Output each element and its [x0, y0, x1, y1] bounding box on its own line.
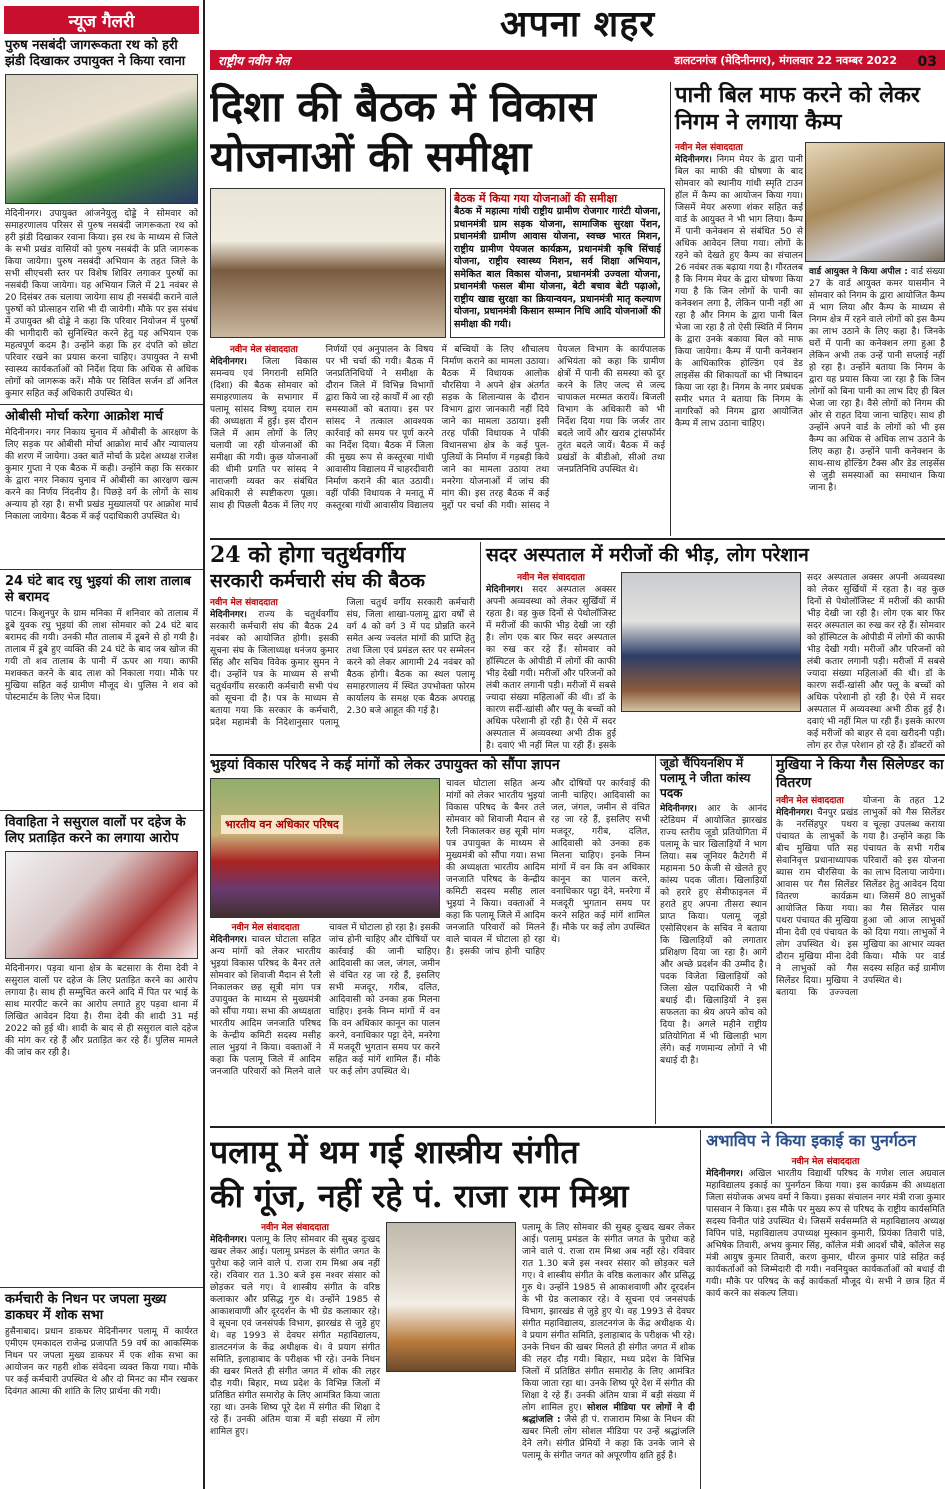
lead-summary-box [450, 188, 665, 338]
sidebar-story-body-found [0, 569, 203, 806]
water-body-text-2: वार्ड संख्या 27 के वार्ड आयुक्त कमर यासमीन ने सोमवार को निगम के द्वारा आयोजित कैम्प में भाग लिया और कैम्प के माध्यम से निगम क्षेत्र में रहने वाले लोगों को इस कैम्प का लाभ उठाने के लिए कहा है। जिनके घरों में पानी का कनेक्शन लगा हुआ है लेकिन अभी तक उन्हें पानी सप्लाई नहीं हो रहा है। उन्होंने बताया कि निगम के द्वारा यह प्रयास किया जा रहा है कि जिन लोगों को बिना पानी का लाभ दिए ही बिल भेजा जा रहा है। वैसे लोगों को निगम की ओर से राहत दिया जाना चाहिए। साथ ही उन्होंने अपने वार्ड के लोगों को भी इस कैम्प का अधिक से अधिक लाभ उठाने के लिए कहा है। उन्होंने पानी कनेक्शन के साथ-साथ होल्डिंग टैक्स और डेड लाइसेंस से जुड़ी समस्याओं का समाधान किया जाना है। [809, 267, 945, 493]
water-story [670, 82, 945, 536]
tribal-body-text-2: चावल घोटाला सहित अन्य मांगों को लेकर भारतीय भुइयां विकास परिषद के बैनर तले सोमवार को शिवाजी मैदान से रैली निकालकर छह सूत्री मांग पत्र उपायुक्त के माध्यम से मुख्यमंत्री को सौंपा गया। सभा की अध्यक्षता भारतीय आदिम जनजाति परिषद के केन्द्रीय कमिटी सदस्य मसीह लाल भुइयां ने किया। वक्ताओं ने कहा कि पलामू जिले में आदिम जनजाति परिवारों को मिलने वाले चावल में घोटाला हो रहा है। इसकी जांच होनी चाहिए और दोषियों पर कार्रवाई की जानी चाहिए। आदिवासी का जल, जंगल, जमीन से वंचित रह जा रहे हैं, इसलिए सभी मजदूर, गरीब, दलित, आदिवासी को उनका हक मिलना चाहिए। इनके निम्न मांगों में वन कि वन अधिकार कानून का पालन करने, वनाधिकार पट्टा देने, मनरेगा में मजदूरी भुगतान समय पर करने सहित कई मांगें शामिल हैं। मौके पर कई लोग उपस्थित थे। [210, 923, 440, 1077]
dateline: मेदिनीनगर। [210, 935, 247, 945]
byline: नवीन मेल संवाददाता [210, 598, 278, 608]
water-headline: पानी बिल माफ करने को लेकर निगम ने लगाया कैम्प [675, 82, 920, 135]
music-body-text-2: पलामू के लिए सोमवार की सुबह दुःखद खबर लेकर आई। पलामू प्रमंडल के संगीत जगत के पुरोधा कहे जाने वाले पं. राजा राम मिश्रा अब नहीं रहे। रविवार रात 1.30 बजे इस नश्वर संसार को छोड़कर चले गए। वे शास्त्रीय संगीत के वरिष्ठ कलाकार और प्रसिद्ध गुरु थे। उन्होंने 1985 से आकाशवाणी और दूरदर्शन के भी ग्रेड कलाकार रहे। वे सूचना एवं जनसंपर्क विभाग, झारखंड से जुड़े हुए थे। वह 1993 से देवघर संगीत महाविद्यालय, डालटनगंज के केंद्र अधीक्षक थे। वे प्रयाग संगीत समिति, इलाहाबाद के परीक्षक भी रहे। उनके निधन की खबर मिलते ही संगीत जगत में शोक की लहर दौड़ गयी। बिहार, मध्य प्रदेश के विभिन्न जिलों में प्रतिष्ठित संगीत समारोह के लिए आमंत्रित किया जाता रहा था। उनके शिष्य पूरे देश में संगीत की शिक्षा दे रहे हैं। उनकी अंतिम यात्रा में बड़ी संख्या में लोग शामिल हुए। [522, 1223, 695, 1413]
music-headline-1: पलामू में थम गई शास्त्रीय संगीत [210, 1133, 579, 1171]
story-headline: पुरुष नसबंदी जागरूकता रथ को हरी झंडी दिखाकर उपायुक्त ने किया रवाना [5, 38, 186, 69]
issue-dateline: डालटनगंज (मेदिनीनगर), मंगलवार 22 नवम्बर 2022 [674, 53, 897, 67]
music-body-1 [210, 1222, 380, 1487]
union-headline-2: सरकारी कर्मचारी संघ की बैठक [210, 570, 425, 592]
dateline: मेदिनीनगर। [210, 357, 247, 367]
story-body: मेदिनीनगर। नगर निकाय चुनाव में ओबीसी के आरक्षण के लिए सड़क पर ओबीसी मोर्चा आक्रोश मार्च और न्यायालय की शरण में जायेगा। उक्त बातें मोर्चा के प्रदेश अध्यक्ष राजेश कुमार गुप्ता ने एक बैठक में कही। उन्होंने कहा कि सरकार के द्वारा नगर निकाय चुनाव में ओबीसी का आरक्षण खत्म करने का निर्णय निंदनीय है। पिछड़े वर्ग के लोगों के साथ अन्याय हो रहा है। सभी प्रखंड मुख्यालयों पर आक्रोश मार्च निकाला जायेगा। बैठक में कई पदाधिकारी उपस्थित थे। [5, 428, 198, 522]
hospital-body-text: सदर अस्पताल अक्सर अपनी अव्यवस्था को लेकर सुर्खियों में रहता है। वह कुछ दिनों से पेथोलॉजिस्ट में मरीजों की काफी भीड़ देखी जा रही है। लोग एक बार फिर सदर अस्पताल का रुख कर रहे हैं। सोमवार को हॉस्पिटल के ओपीडी में लोगों की काफी भीड़ देखी गयी। मरीजों और परिजनों को लंबी कतार लगानी पड़ी। मरीजों में सबसे ज्यादा संख्या महिलाओं की थी। डॉ के कारण सर्दी-खांसी और फ्लू के बच्चों को अधिक परेशानी हो रही है। ऐसे में सदर अस्पताल में अव्यवस्था अभी ठीक हुई है। दवाएं भी नहीं मिल पा रही हैं। इसके [486, 585, 616, 751]
lead-body-text: जिला विकास समन्वय एवं निगरानी समिति (दिशा) की बैठक सोमवार को समाहरणालय के सभागार में पलामू सांसद विष्णु दयाल राम की अध्यक्षता में हुई। इस दौरान जिले में आम लोगों के लिए चलायी जा रही योजनाओं की समीक्षा की गयी। कुछ योजनाओं की धीमी प्रगति पर सांसद ने नाराजगी व्यक्त कर संबंधित अधिकारी से स्पष्टीकरण पूछा। साथ ही पिछली बैठक में लिए गए निर्णयों एवं अनुपालन के विषय पर भी चर्चा की गयी। बैठक में जनप्रतिनिधियों ने समीक्षा के दौरान जिले में विभिन्न विभागों द्वारा किये जा रहे कार्यों में आ रही समस्याओं को बताया। इस पर सांसद ने तत्काल आवश्यक कार्रवाई को समय पर पूर्ण करने का निर्देश दिया। बैठक में जिला की मुख्य रूप से कस्तूरबा गांधी आवासीय विद्यालय में चाहरदीवारी निर्माण कराने की बात उठायी। वहीं पाँकी विधायक ने मनातू में कस्तूरबा गांधी आवासीय विद्यालय में बच्चियों के लिए शौचालय निर्माण कराने का मामला उठाया। बैठक में विधायक आलोक चौरसिया ने अपने क्षेत्र अंतर्गत सड़क के शिलान्यास के दौरान विभाग द्वारा जानकारी नहीं दिये जाने का मामला उठाया। इसी तरह पाँकी विधायक ने पाँकी विधानसभा क्षेत्र के कई पुल-पुलियों के निर्माण में गड़बड़ी किये जाने का मामला उठाया तथा मनरेगा योजनाओं में जांच की मांग की। इस तरह बैठक में कई मुद्दों पर चर्चा की गयी। सांसद ने पेयजल विभाग के कार्यपालक अभियंता को कहा कि ग्रामीण क्षेत्रों में पानी की समस्या को दूर करने के लिए जल्द से जल्द चापाकल मरम्मत करायें। बिजली विभाग के अधिकारी को भी निर्देश दिया गया कि जर्जर तार बदले जायें और खराब ट्रांसफॉर्मर तुरंत बदले जायें। बैठक में कई प्रखंडों के बीडीओ, सीओ तथा जनप्रतिनिधि उपस्थित थे। [210, 345, 665, 511]
union-headline-1: 24 को होगा चतुर्थवर्गीय [210, 542, 406, 568]
lead-headline-2: योजनाओं की समीक्षा [210, 132, 532, 181]
brand-name: राष्ट्रीय नवीन मेल [218, 53, 290, 68]
dateline: मेदिनीनगर। [706, 1169, 743, 1179]
story-body: हुसैनाबाद। प्रधान डाकघर मेदिनीनगर पलामू में कार्यरत एमीएम एमकादल राजेन्द्र प्रजापति 59 वर्ष का आकस्मिक निधन पर जपला मुख्य डाकघर में एक शोक सभा का आयोजन कर गहरी शोक संवेदना व्यक्त किया गया। मौके पर कई कर्मचारी उपस्थित थे और दो मिनट का मौन रखकर दिवंगत आत्मा की शांति के लिए प्रार्थना की गयी। [5, 1327, 198, 1397]
water-body-text: निगम मेयर के द्वारा पानी बिल का माफी की घोषणा के बाद सोमवार को स्थानीय गांधी स्मृति टाउन हॉल में कैम्प का आयोजन किया गया। जिसमें मेयर अरुणा शंकर सहित कई वार्ड के आयुक्त ने भी भाग लिया। कैम्प में पानी कनेक्शन से संबंधित 50 से अधिक आवेदन लिया गया। लोगों के रहने को देखते हुए कैम्प का संचालन 26 नवंबर तक बढ़ाया गया है। गौरतलब है कि निगम मेयर के द्वारा घोषणा किया गया है कि जिन लोगों के पानी का कनेक्शन लगा है, लेकिन पानी नहीं आ रहा है और निगम के द्वारा पानी बिल भेजा जा रहा है तो ऐसी स्थिति में निगम के द्वारा उनके बकाया बिल को माफ किया जायेगा। कैम्प में पानी कनेक्शन के आधिकारिक होल्डिंग एवं डेड लाइसेंस की शिकायतों का भी निष्पादन किया जा रहा है। निगम के नगर प्रबंधक समीर भगत ने बताया कि निगम के नागरिकों को निगम द्वारा आयोजित कैम्प में लाभ उठाना चाहिए। [675, 155, 803, 429]
abvp-body-text: अखिल भारतीय विद्यार्थी परिषद के गणेश लाल अग्रवाल महाविद्यालय इकाई का पुनर्गठन किया गया। इस कार्यक्रम की अध्यक्षता जिला संयोजक अभय वर्मा ने किया। इसका संचालन नगर मंत्री राजा कुमार पासवान ने किया। इस मौके पर मुख्य रूप से परिषद के राष्ट्रीय कार्यसमिति सदस्य विनीत पांडे उपस्थित थे। जिसमें सर्वसम्मति से महाविद्यालय अध्यक्ष विपिन पांडे, महाविद्यालय उपाध्यक्ष मुस्कान कुमारी, प्रियंका तिवारी पांडे, अभिषेक तिवारी, अभय कुमार सिंह, कॉलेज मंत्री आदर्श चौबे, कॉलेज सह मंत्री आयुष कुमार तिवारी, करण कुमार, धीरज कुमार पांडे सहित कई कार्यकर्ताओं को जिम्मेदारी दी गयी। नवनियुक्त कार्यकर्ताओं को बधाई दी गयी। मौके पर परिषद के कई कार्यकर्ता मौजूद थे। सभी ने छात्र हित में कार्य करने का संकल्प लिया। [706, 1169, 945, 1299]
dateline: मेदिनीनगर। [486, 585, 523, 595]
music-story [210, 1130, 695, 1489]
story-headline: ओबीसी मोर्चा करेगा आक्रोश मार्च [5, 409, 163, 424]
meeting-photo [210, 188, 446, 338]
hospital-body-right [807, 572, 945, 750]
masthead-title: अपना शहर [499, 3, 656, 45]
music-headline-2: की गूंज, नहीं रहे पं. राजा राम मिश्रा [210, 1177, 629, 1215]
hospital-story [480, 542, 945, 752]
judo-body-text: आर के आनंद स्टेडियम में आयोजित झारखंड राज्य स्तरीय जूडो प्रतियोगिता में पलामू के चार खिलाड़ियों ने भाग लिया। सब जूनियर कैटेगरी में महामना 50 केजी से खेलते हुए कांस्य पदक जीता। खिलाड़ियों को हरारे हुए सेमीफाइनल में हराते हुए अपना तीसरा स्थान प्राप्त किया। पलामू जूडो एसोसिएशन के सचिव ने बताया कि खिलाड़ियों को लगातार प्रशिक्षण दिया जा रहा है। आगे और अच्छे प्रदर्शन की उम्मीद है। पदक विजेता खिलाड़ियों को जिला खेल पदाधिकारी ने भी बधाई दी। खिलाड़ियों ने इस सफलता का श्रेय अपने कोच को दिया है। अगले महीने राष्ट्रीय प्रतियोगिता में भी खिलाड़ी भाग लेंगे। कई गणमान्य लोगों ने भी बधाई दी है। [660, 804, 767, 1066]
byline: नवीन मेल संवाददाता [231, 923, 300, 933]
rally-photo [210, 778, 440, 918]
masthead [210, 0, 945, 78]
sidebar [0, 0, 205, 1489]
tribal-story [210, 756, 650, 1124]
story-photo [5, 851, 198, 959]
byline: नवीन मेल संवाददाता [517, 573, 585, 583]
lead-body [210, 344, 665, 534]
portrait-photo [386, 1222, 516, 1372]
tribal-body-right [446, 778, 650, 1122]
sidebar-story-condolence [0, 1287, 203, 1476]
story-photo [5, 74, 198, 204]
sidebar-story-dowry [0, 810, 203, 1283]
water-body-right [809, 266, 945, 530]
lead-summary: बैठक में महात्मा गांधी राष्ट्रीय ग्रामीण रोजगार गारंटी योजना, प्रधानमंत्री ग्राम सड़क योजना, सामाजिक सुरक्षा पेंशन, प्रधानमंत्री ग्रामीण आवास योजना, स्वच्छ भारत मिशन, राष्ट्रीय ग्रामीण पेयजल कार्यक्रम, प्रधानमंत्री कृषि सिंचाई योजना, राष्ट्रीय स्वास्थ्य मिशन, सर्व शिक्षा अभियान, समेकित बाल विकास योजना, प्रधानमंत्री उज्वला योजना, प्रधानमंत्री फसल बीमा योजना, बेटी बचाव बेटी पढ़ाओ, राष्ट्रीय खाद्य सुरक्षा का क्रियान्वयन, प्रधानमंत्री मातृ कल्याण योजना, प्रधानमंत्री किसान सम्मान निधि आदि योजनाओं की समीक्षा की गयी। [454, 206, 661, 330]
lead-strap: बैठक में किया गया योजनाओं की समीक्षा [454, 192, 618, 205]
story-headline: 24 घंटे बाद रघु भुइयां की लाश तालाब से बरामद [5, 574, 191, 605]
music-body-text-3: जैसे ही पं. राजाराम मिश्रा के निधन की खबर मिली लोग सोशल मीडिया पर उन्हें श्रद्धांजलि देने लगे। संगीत प्रेमियों ने कहा कि उनके जाने से पलामू के संगीत जगत को अपूरणीय क्षति हुई है। [522, 1415, 695, 1461]
story-headline: कर्मचारी के निधन पर जपला मुख्य डाकघर में शोक सभा [5, 1292, 167, 1323]
byline: नवीन मेल संवाददाता [229, 345, 298, 355]
gas-story [771, 756, 945, 1124]
byline: नवीन मेल संवाददाता [675, 143, 743, 153]
lead-headline-1: दिशा की बैठक में विकास [210, 82, 596, 131]
judo-body [660, 803, 767, 1124]
story-body: मेदिनीनगर। उपायुक्त आंजनेयुलु दोड्डे ने सोमवार को समाहरणालय परिसर से पुरुष नसबंदी जागरूकता रथ को हरी झंडी दिखाकर रवाना किया। इस रथ के माध्यम से जिले के सभी प्रखंड वासियों को पुरुष नसबंदी के प्रति जागरूक किया जायेगा। पुरुष नसबंदी अभियान के तहत जिले के सभी सीएचसी स्तर पर विशेष शिविर लगाकर पुरुषों का नसबंदी किया जायेगा। यह अभियान जिले में 21 नवंबर से 20 दिसंबर तक चलाया जायेगा साथ ही नसबंदी कराने वाले पुरुषों को प्रोत्साहन राशि भी दी जायेगी। मौके पर इस संबंध में उपायुक्त श्री दोड्डे ने कहा कि परिवार नियोजन में पुरुषों की भागीदारी को सुनिश्चित करने हेतु यह अभियान एक महत्वपूर्ण कदम है। उन्होंने कहा कि हर दंपति को छोटा परिवार रखने का प्रयास करना चाहिए। उपायुक्त ने सभी स्वास्थ्य कार्यकर्ताओं को निर्देश दिया कि अधिक से अधिक लोगों को जागरूक करें। मौके पर सिविल सर्जन डॉ अनिल कुमार सहित कई अधिकारी उपस्थित थे। [5, 209, 198, 399]
story-body: मेदिनीनगर। पड़वा थाना क्षेत्र के बटसारा के रीमा देवी ने ससुराल वालों पर दहेज के लिए प्रताड़ित करने का आरोप लगाया है। साथ ही सम्मुचित करने आदि में पित पर भाई के साथ मारपीट करने का आरोप लगाते हुए पड़वा थाना में लिखित आवेदन दिया है। रीमा देवी की शादी 31 मई 2022 को हुई थी। शादी के बाद से ही ससुराल वाले दहेज की मांग कर रहे हैं और प्रताड़ित कर रहे हैं। पुलिस मामले की जांच कर रही है। [5, 964, 198, 1058]
tribal-body-text: चावल घोटाला सहित अन्य मांगों को लेकर भारतीय भुइयां विकास परिषद के बैनर तले सोमवार को शिवाजी मैदान से रैली निकालकर छह सूत्री मांग पत्र उपायुक्त के माध्यम से मुख्यमंत्री को सौंपा गया। सभा की अध्यक्षता भारतीय आदिम जनजाति परिषद के केन्द्रीय कमिटी सदस्य मसीह लाल भुइयां ने किया। वक्ताओं ने कहा कि पलामू जिले में आदिम जनजाति परिवारों को मिलने वाले चावल में घोटाला हो रहा है। इसकी जांच होनी चाहिए और दोषियों पर कार्रवाई की जानी चाहिए। आदिवासी का जल, जंगल, जमीन से वंचित रह जा रहे हैं, इसलिए सभी मजदूर, गरीब, दलित, आदिवासी को उनका हक मिलना चाहिए। इनके निम्न मांगों में वन कि वन अधिकार कानून का पालन करने, वनाधिकार पट्टा देने, मनरेगा में मजदूरी भुगतान समय पर करने सहित कई मांगें शामिल हैं। मौके पर कई लोग उपस्थित थे। [446, 779, 650, 957]
sidebar-story-rally [0, 38, 203, 400]
masthead-band [210, 50, 945, 70]
judo-headline: जूडो चैंपियनशिप में पलामू ने जीता कांस्य पदक [660, 756, 751, 800]
gas-body [776, 795, 945, 1121]
union-body-text: राज्य के चतुर्थवर्गीय सरकारी कर्मचारी संघ की बैठक 24 नवंबर को आयोजित होगी। इसकी सूचना संघ के जिलाध्यक्ष धनंजय कुमार सिंह और सचिव विवेक कुमार सुमन ने दी। उन्होंने पत्र के माध्यम से सभी चतुर्थवर्गीय सरकारी कर्मचारी सभी पंथ को सूचना दी है। पत्र के माध्यम से बताया गया कि सरकार के कर्मचारी, प्रदेश महामंत्री के निदेशानुसार पलामू जिला चतुर्थ वर्गीय सरकारी कर्मचारी संघ, जिला शाखा-पलामू द्वारा वर्षों से वर्ग 4 को वर्ग 3 में पद प्रोन्नति करने समेत अन्य ज्वलंत मांगों की प्राप्ति हेतु तथा जिला एवं प्रमंडल स्तर पर सम्मेलन करने को लेकर आगामी 24 नवंबर को बैठक होगी। बैठक का स्थल पलामू समाहरणालय में स्थित उपभोक्ता फोरम कार्यालय के समक्ष एक बैठक अपराह्न 2.30 बजे आहूत की गई है। [210, 598, 475, 728]
abvp-headline: अभाविप ने किया इकाई का पुनर्गठन [706, 1131, 917, 1150]
gas-headline: मुखिया ने किया गैस सिलेण्डर का वितरण [776, 757, 944, 791]
byline: नवीन मेल संवाददाता [791, 1157, 860, 1167]
hospital-photo [621, 572, 801, 712]
abvp-story [700, 1130, 945, 1489]
dateline: मेदिनीनगर। [210, 1235, 247, 1245]
divider [210, 1126, 945, 1128]
sidebar-title: न्यूज गैलरी [4, 6, 199, 34]
subhead: वार्ड आयुक्त ने किया अपील : [809, 267, 908, 277]
dateline: मेदिनीनगर। [210, 610, 247, 620]
page-number: 03 [917, 54, 937, 70]
hospital-headline: सदर अस्पताल में मरीजों की भीड़, लोग परेशान [486, 544, 809, 566]
gas-body-text: चैनपुर प्रखंड के नरसिंहपुर पथरा पंचायत के लाभुकों के बीच मुखिया पति सह सेवानिवृत्त प्रधानाध्यापक ब्यास राम चौरसिया के आवास पर गैस सिलेंडर वितरण कार्यक्रम आयोजित किया गया। पथरा पंचायत की मुखिया मीना देवी एवं पंचायत के लोग उपस्थित थे। इस दौरान मुखिया मीना देवी ने लाभुकों को गैस सिलेंडर दिया। मुखिया ने बताया कि उज्ज्वला योजना के तहत 12 लाभुकों को गैस सिलेंडर व चूल्हा उपलब्ध कराया गया है। उन्होंने कहा कि पंचायत के सभी गरीब परिवारों को इस योजना का लाभ दिलाया जायेगा। सिलेंडर हेतु आवेदन दिया था। जिसमें 80 लाभुकों का गैस सिलेंडर पास हुआ जो आज लाभुकों को दिया गया। लाभुकों ने मुखिया का आभार व्यक्त किया। मौके पर वार्ड सदस्य सहित कई ग्रामीण उपस्थित थे। [776, 796, 945, 998]
lead-story [210, 82, 665, 536]
story-headline: विवाहिता ने ससुराल वालों पर दहेज के लिए प्रताड़ित करने का लगाया आरोप [5, 815, 186, 846]
union-story [210, 542, 475, 752]
sidebar-story-obc [0, 404, 203, 565]
hospital-body-left [486, 572, 616, 750]
camp-photo [805, 142, 945, 262]
dateline: मेदिनीनगर। [675, 155, 712, 165]
music-body-2 [522, 1222, 695, 1487]
dateline: मेदिनीनगर। [660, 804, 697, 814]
banner-text: भारतीय वन अधिकार परिषद [221, 815, 343, 834]
divider [210, 538, 945, 540]
music-body-text: पलामू के लिए सोमवार की सुबह दुःखद खबर लेकर आई। पलामू प्रमंडल के संगीत जगत के पुरोधा कहे जाने वाले पं. राजा राम मिश्रा अब नहीं रहे। रविवार रात 1.30 बजे इस नश्वर संसार को छोड़कर चले गए। वे शास्त्रीय संगीत के वरिष्ठ कलाकार और प्रसिद्ध गुरु थे। उन्होंने 1985 से आकाशवाणी और दूरदर्शन के भी ग्रेड कलाकार रहे। वे सूचना एवं जनसंपर्क विभाग, झारखंड से जुड़े हुए थे। वह 1993 से देवघर संगीत महाविद्यालय, डालटनगंज के केंद्र अधीक्षक थे। वे प्रयाग संगीत समिति, इलाहाबाद के परीक्षक भी रहे। उनके निधन की खबर मिलते ही संगीत जगत में शोक की लहर दौड़ गयी। बिहार, मध्य प्रदेश के विभिन्न जिलों में प्रतिष्ठित संगीत समारोह के लिए आमंत्रित किया जाता रहा था। उनके शिष्य पूरे देश में संगीत की शिक्षा दे रहे हैं। उनकी अंतिम यात्रा में बड़ी संख्या में लोग शामिल हुए। [210, 1235, 380, 1437]
water-body-left [675, 142, 803, 530]
byline: नवीन मेल संवाददाता [776, 796, 844, 806]
tribal-body-left [210, 922, 440, 1122]
story-body: पाटन। किशुनपुर के ग्राम मनिका में शनिवार को तालाब में डूबे युवक रघु भुइयां की लाश सोमवार को 24 घंटे बाद बरामद की गयी। उनकी मौत तालाब में डूबने से हो गयी है। तालाब में डूबे हुए व्यक्ति की 24 घंटे के बाद जब खोज की गयी तो शव तालाब के पानी में ऊपर आ गया। काफी मशक्कत करने के बाद लाश को निकाला गया। मौके पर मुखिया सहित कई ग्रामीण मौजूद थे। पुलिस ने शव को पोस्टमार्टम के लिए भेज दिया। [5, 609, 198, 703]
union-body [210, 597, 475, 747]
abvp-body [706, 1156, 945, 1482]
tribal-headline: भुइयां विकास परिषद ने कई मांगों को लेकर उपायुक्त को सौंपा ज्ञापन [210, 757, 560, 773]
dateline: मेदिनीनगर। [776, 808, 813, 818]
judo-story [655, 756, 767, 1124]
subhead: सोशल मीडिया पर लोगों ने दी श्रद्धांजलि : [522, 1403, 695, 1425]
byline: नवीन मेल संवाददाता [261, 1223, 329, 1233]
hospital-body-text-2: सदर अस्पताल अक्सर अपनी अव्यवस्था को लेकर सुर्खियों में रहता है। वह कुछ दिनों से पेथोलॉजिस्ट में मरीजों की काफी भीड़ देखी जा रही है। लोग एक बार फिर सदर अस्पताल का रुख कर रहे हैं। सोमवार को हॉस्पिटल के ओपीडी में लोगों की काफी भीड़ देखी गयी। मरीजों और परिजनों को लंबी कतार लगानी पड़ी। मरीजों में सबसे ज्यादा संख्या महिलाओं की थी। डॉ के कारण सर्दी-खांसी और फ्लू के बच्चों को अधिक परेशानी हो रही है। ऐसे में सदर अस्पताल में अव्यवस्था अभी ठीक हुई है। दवाएं भी नहीं मिल पा रही हैं। इसके कारण कई मरीजों को बाहर से दवा खरीदनी पड़ी। लोग हर रोज़ परेशान हो रहे हैं। डॉक्टरों को [807, 573, 945, 751]
